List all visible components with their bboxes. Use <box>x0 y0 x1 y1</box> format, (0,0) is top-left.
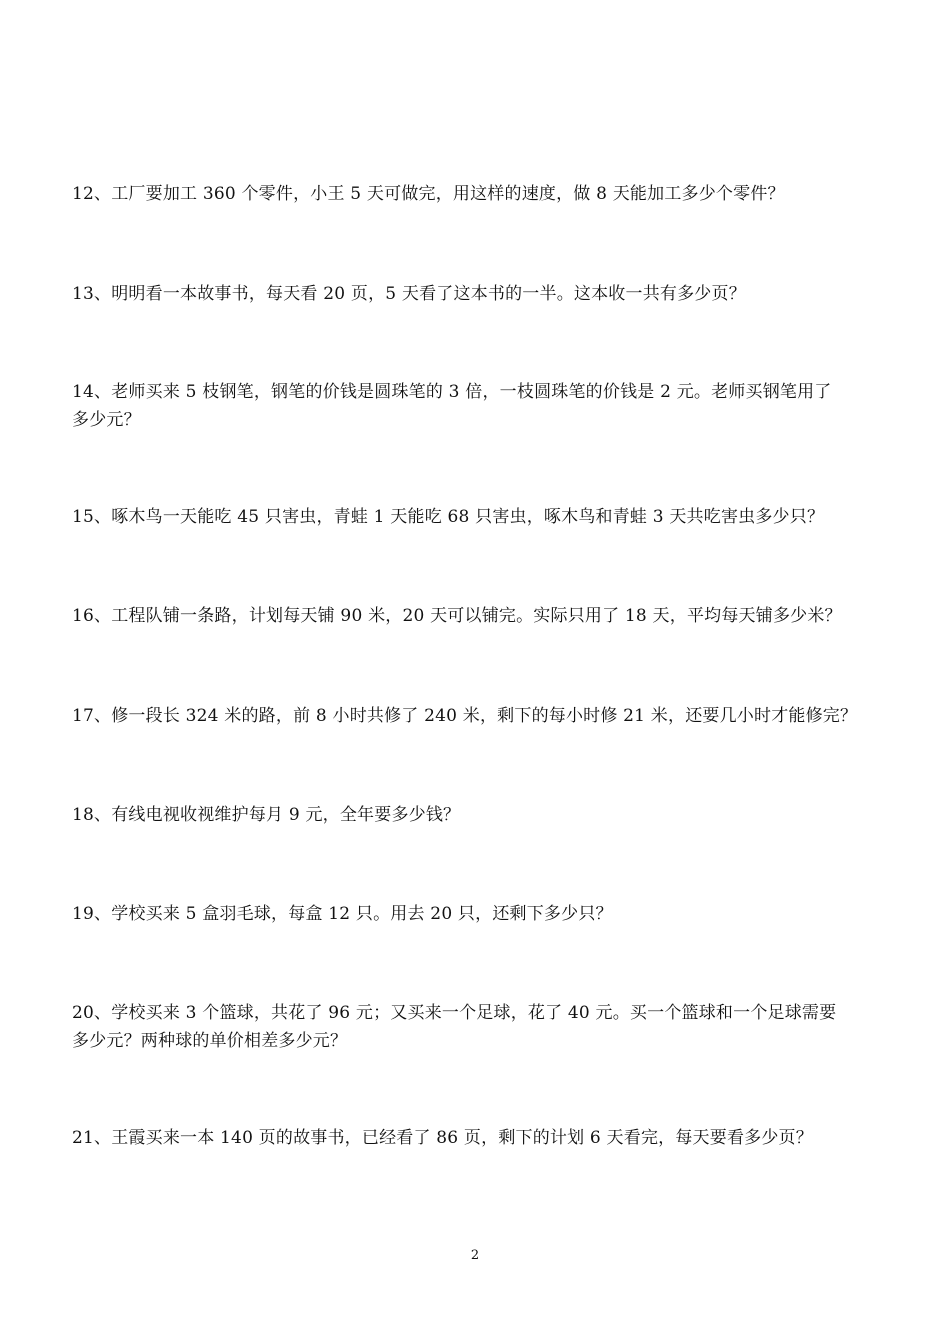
question-line: 13、明明看一本故事书，每天看 20 页，5 天看了这本书的一半。这本收一共有多少页？ <box>72 284 746 304</box>
question-line: 12、工厂要加工 360 个零件，小王 5 天可做完，用这样的速度，做 8 天能加工多少个零件？ <box>72 184 785 204</box>
page-number: 2 <box>470 1248 480 1263</box>
question-line: 多少元？两种球的单价相差多少元？ <box>72 1031 348 1051</box>
question-14 <box>72 378 872 434</box>
question-20 <box>72 999 872 1055</box>
question-line: 19、学校买来 5 盒羽毛球，每盒 12 只。用去 20 只，还剩下多少只？ <box>72 904 613 924</box>
question-line: 18、有线电视收视维护每月 9 元，全年要多少钱？ <box>72 805 461 825</box>
question-line: 15、啄木鸟一天能吃 45 只害虫，青蛙 1 天能吃 68 只害虫，啄木鸟和青蛙 3 天共吃害虫多少只？ <box>72 507 825 527</box>
question-16 <box>72 602 872 630</box>
question-line: 21、王霞买来一本 140 页的故事书，已经看了 86 页，剩下的计划 6 天看完，每天要看多少页？ <box>72 1128 813 1148</box>
question-19 <box>72 900 872 928</box>
question-13 <box>72 280 872 308</box>
question-12 <box>72 180 872 208</box>
question-line: 17、修一段长 324 米的路，前 8 小时共修了 240 米，剩下的每小时修 21 米，还要几小时才能修完？ <box>72 706 858 726</box>
question-17 <box>72 702 872 730</box>
question-18 <box>72 801 872 829</box>
question-15 <box>72 503 872 531</box>
question-line: 14、老师买来 5 枝钢笔，钢笔的价钱是圆珠笔的 3 倍，一枝圆珠笔的价钱是 2 元。老师买钢笔用了 <box>72 382 832 402</box>
question-line: 16、工程队铺一条路，计划每天铺 90 米，20 天可以铺完。实际只用了 18 天，平均每天铺多少米？ <box>72 606 842 626</box>
question-21 <box>72 1124 872 1152</box>
question-line: 多少元？ <box>72 410 141 430</box>
question-line: 20、学校买来 3 个篮球，共花了 96 元；又买来一个足球，花了 40 元。买一个篮球和一个足球需要 <box>72 1003 837 1023</box>
